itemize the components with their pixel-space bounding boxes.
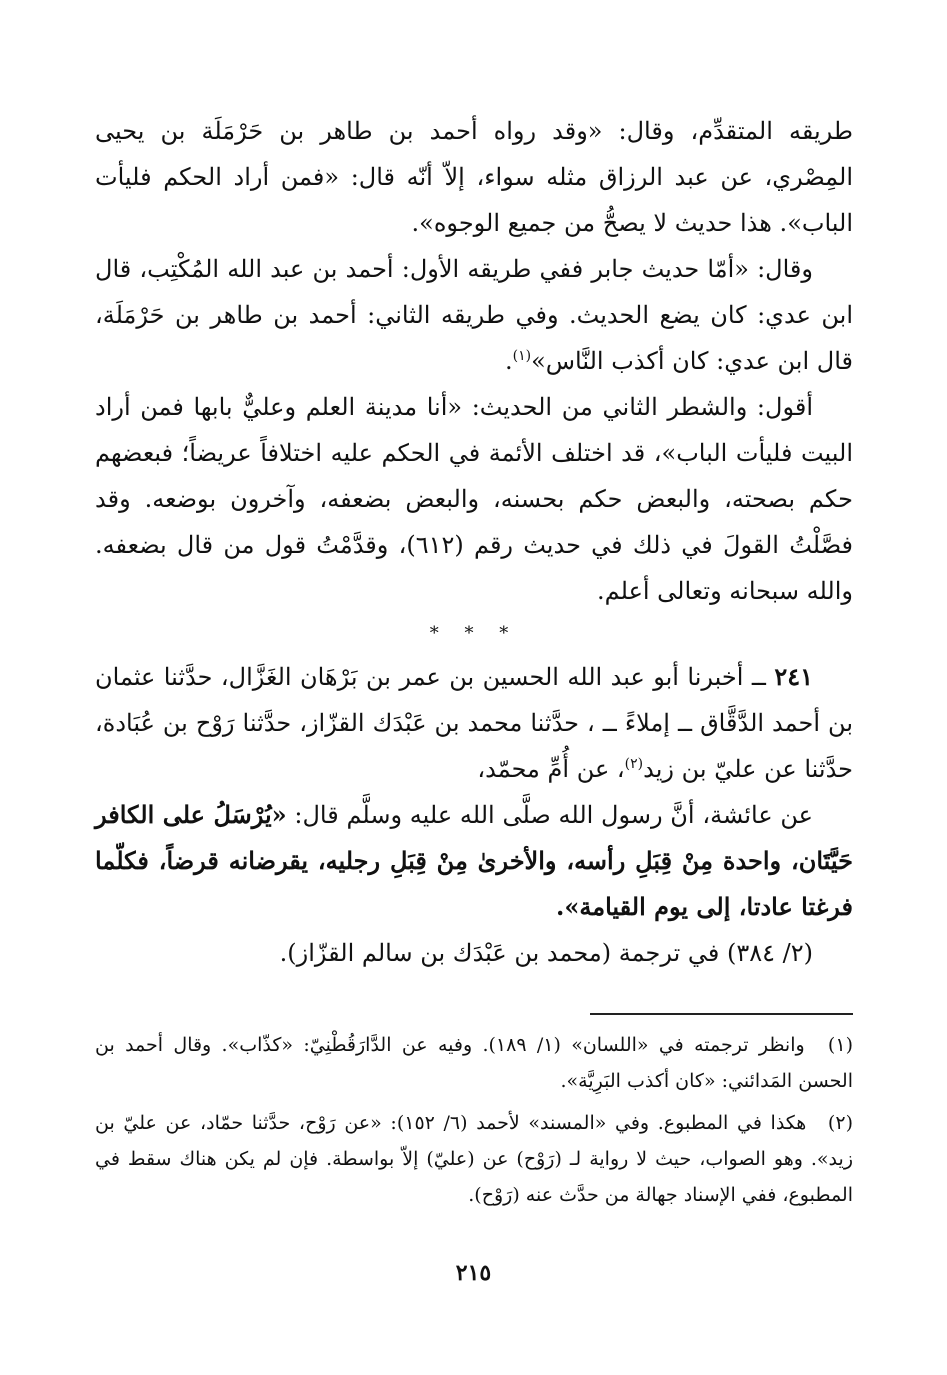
source-text: (٢/ ٣٨٤) في ترجمة (محمد بن عَبْدَك بن سالم القزّاز). xyxy=(279,939,813,967)
footnote-ref[interactable]: (١) xyxy=(512,348,532,364)
matn-intro: عن عائشة، أنَّ رسول الله صلَّى الله عليه وسلَّم قال: xyxy=(286,801,813,829)
hadith-isnad xyxy=(95,654,853,792)
hadith-source xyxy=(95,930,853,976)
paragraph-text: وقال: «أمّا حديث جابر ففي طريقه الأول: أحمد بن عبد الله المُكْتِب، قال ابن عدي: كان يضع الحديث. وفي طريقه الثاني: أحمد بن طاهر بن حَرْمَلَة، قال ابن عدي: كان أكذب النَّاس» xyxy=(95,255,853,375)
hadith-number: ٢٤١ xyxy=(774,662,813,691)
footnote-text: هكذا في المطبوع. وفي «المسند» لأحمد (٦/ ١٥٢): «عن رَوْح، حدَّثنا حمّاد، عن عليّ بن زيد». وهو الصواب، حيث لا رواية لـ (رَوْح) عن (عليّ) إلاّ بواسطة. فإن لم يكن هناك سقط في المطبوع، ففي الإسناد جهالة من حدَّث عنه (رَوْح). xyxy=(95,1112,853,1206)
isnad-text: ــ أخبرنا أبو عبد الله الحسين بن عمر بن بَرْهَان الغَزَّال، حدَّثنا عثمان بن أحمد الدَّقَّاق ــ إملاءً ــ ، حدَّثنا محمد بن عَبْدَك القزّاز، حدَّثنا رَوْح بن عُبَادة، حدَّثنا عن عليّ بن زيد xyxy=(95,663,853,783)
paragraph-text: أقول: والشطر الثاني من الحديث: «أنا مدينة العلم وعليٌّ بابها فمن أراد البيت فليأت الباب»، قد اختلف الأئمة في الحكم عليه اختلافاً عريضاً؛ فبعضهم حكم بصحته، والبعض حكم بحسنه، والبعض بضعفه، وآخرون بوضعه. وقد فصَّلْتُ القولَ في ذلك في حديث رقم (٦١٢)، وقدَّمْتُ قول من قال بضعفه. والله سبحانه وتعالى أعلم. xyxy=(95,393,853,605)
main-text xyxy=(95,108,853,976)
footnote-2 xyxy=(95,1105,853,1213)
paragraph-quote xyxy=(95,246,853,384)
paragraph-text: طريقه المتقدِّم، وقال: «وقد رواه أحمد بن طاهر بن حَرْمَلَة بن يحيى المِصْري، عن عبد الرزاق مثله سواء، إلاّ أنّه قال: «فمن أراد الحكم فليأت الباب». هذا حديث لا يصحُّ من جميع الوجوه». xyxy=(95,117,853,237)
footnote-ref[interactable]: (٢) xyxy=(624,756,644,772)
matn-quote: «يُرْسَلُ على الكافر حَيَّتَان، واحدة مِنْ قِبَلِ رأسه، والأخرىٰ مِنْ قِبَلِ رجليه، يقرضانه قرضاً، فكلّما فرغتا عادتا، إلى يوم القيامة». xyxy=(95,800,853,921)
isnad-text-end: ، عن أُمِّ محمّد، xyxy=(477,755,625,783)
footnote-number: (٢) xyxy=(827,1112,853,1134)
section-ornament: * * * xyxy=(429,623,519,644)
footnotes xyxy=(95,1027,853,1219)
hadith-matn xyxy=(95,792,853,930)
footnote-text: وانظر ترجمته في «اللسان» (١/ ١٨٩). وفيه عن الدَّارَقُطْنِيّ: «كذّاب». وقال أحمد بن الحسن المَدائني: «كان أكذب البَرِيَّة». xyxy=(95,1034,853,1092)
page-number: ٢١٥ xyxy=(455,1260,492,1286)
footnote-number: (١) xyxy=(827,1034,853,1056)
footnote-separator xyxy=(590,1013,853,1015)
paragraph-continuation xyxy=(95,108,853,246)
footnote-1 xyxy=(95,1027,853,1099)
paragraph-commentary xyxy=(95,384,853,614)
paragraph-end: . xyxy=(504,347,513,375)
